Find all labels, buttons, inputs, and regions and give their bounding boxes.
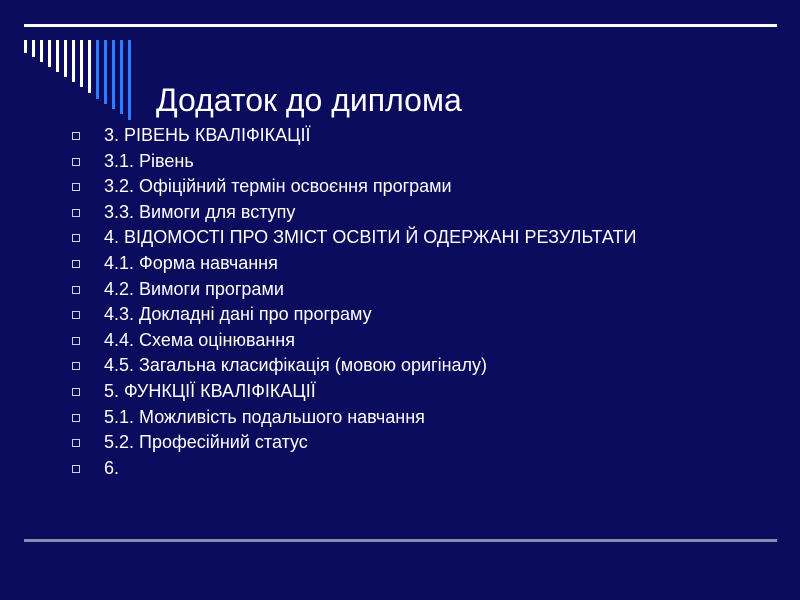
square-bullet-icon — [72, 388, 80, 396]
list-item — [64, 304, 664, 324]
list-item-label: 4.3. Докладні дані про програму — [104, 304, 372, 325]
list-item — [64, 279, 664, 299]
list-item-label: 4.2. Вимоги програми — [104, 278, 284, 299]
slide-title: Додаток до диплома — [156, 82, 462, 118]
list-item — [64, 202, 664, 222]
list-item-label: 5.1. Можливість подальшого навчання — [104, 406, 425, 427]
list-item — [64, 253, 664, 273]
list-item-label: 4.1. Форма навчання — [104, 252, 278, 273]
list-item-label: 3.3. Вимоги для вступу — [104, 201, 296, 222]
top-divider — [24, 24, 777, 27]
square-bullet-icon — [72, 158, 80, 166]
square-bullet-icon — [72, 311, 80, 319]
list-item-label: 3.1. Рівень — [104, 150, 194, 171]
list-item-label: 5.2. Професійний статус — [104, 432, 308, 453]
bullet-list — [64, 125, 664, 483]
bottom-divider — [24, 539, 777, 542]
list-item — [64, 432, 664, 452]
square-bullet-icon — [72, 260, 80, 268]
list-item-label: 3. РІВЕНЬ КВАЛІФІКАЦІЇ — [104, 125, 311, 145]
square-bullet-icon — [72, 439, 80, 447]
square-bullet-icon — [72, 209, 80, 217]
list-item-label: 6. — [104, 457, 120, 478]
list-item-label: 4.4. Схема оцінювання — [104, 329, 295, 350]
list-item — [64, 151, 664, 171]
decorative-stripes — [24, 40, 134, 120]
list-item-label: 3.2. Офіційний термін освоєння програми — [104, 176, 452, 197]
square-bullet-icon — [72, 465, 80, 473]
list-item-label: 4.5. Загальна класифікація (мовою оригіналу) — [104, 355, 488, 376]
square-bullet-icon — [72, 337, 80, 345]
square-bullet-icon — [72, 183, 80, 191]
list-item — [64, 381, 664, 401]
list-item — [64, 458, 664, 478]
square-bullet-icon — [72, 414, 80, 422]
list-item — [64, 330, 664, 350]
square-bullet-icon — [72, 234, 80, 242]
list-item-label: 5. ФУНКЦІЇ КВАЛІФІКАЦІЇ — [104, 380, 316, 401]
square-bullet-icon — [72, 362, 80, 370]
square-bullet-icon — [72, 286, 80, 294]
list-item — [64, 407, 664, 427]
list-item — [64, 125, 664, 145]
square-bullet-icon — [72, 132, 80, 140]
list-item — [64, 355, 664, 375]
list-item — [64, 176, 664, 196]
list-item-label: 4. ВІДОМОСТІ ПРО ЗМІСТ ОСВІТИ Й ОДЕРЖАНІ РЕЗУЛЬТАТИ — [104, 227, 637, 248]
list-item — [64, 227, 664, 247]
